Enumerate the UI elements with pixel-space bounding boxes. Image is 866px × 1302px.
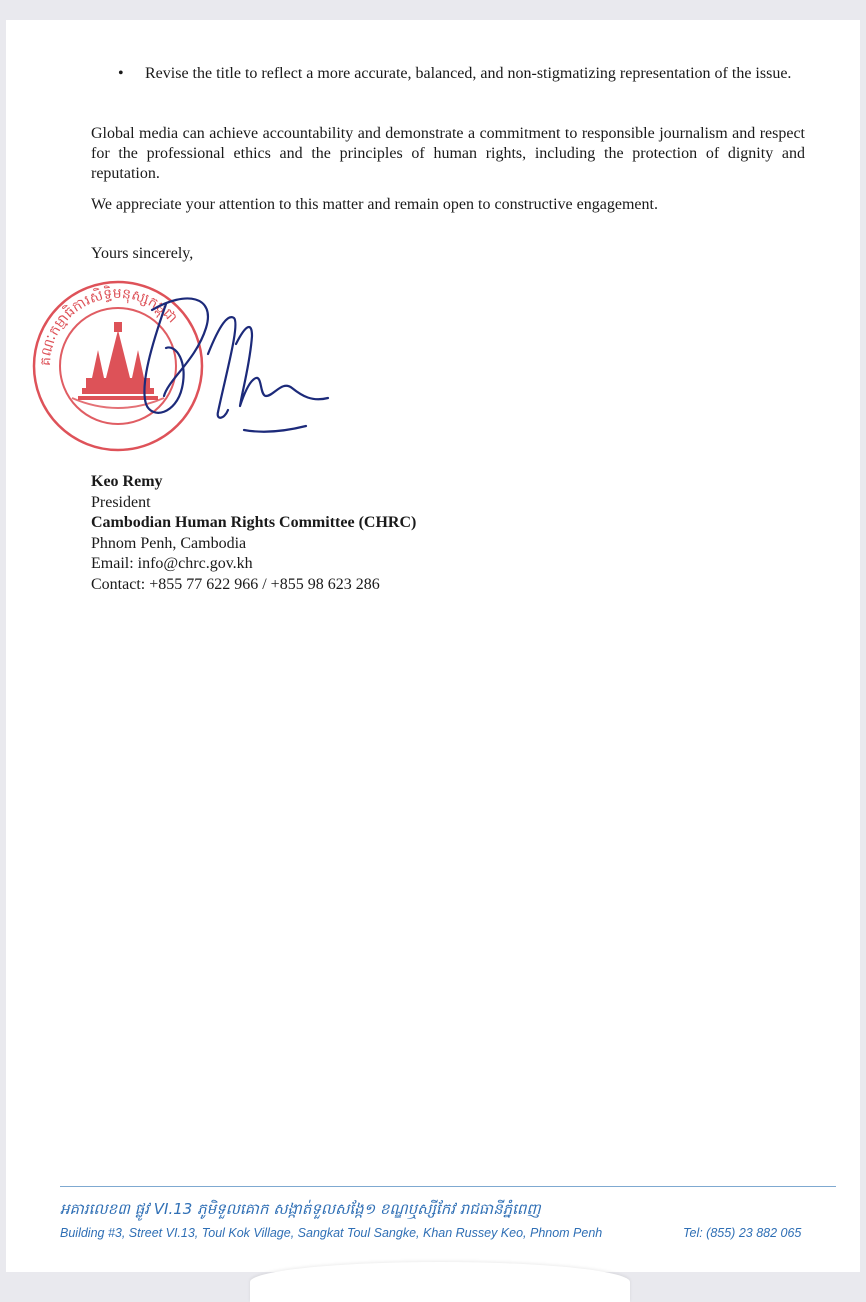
- signatory-email[interactable]: Email: info@chrc.gov.kh: [91, 555, 253, 573]
- bullet-text: Revise the title to reflect a more accurate, balanced, and non-stigmatizing representation of the issue.: [145, 65, 792, 82]
- closing-salutation: Yours sincerely,: [91, 245, 194, 262]
- footer-khmer-address: អគារលេខ៣ ផ្លូវ VI.13 ភូមិទួលគោក សង្កាត់ទួលសង្កែ១ ខណ្ឌឬស្សីកែវ រាជធានីភ្នំពេញ: [60, 1200, 541, 1218]
- signatory-name: Keo Remy: [91, 473, 163, 490]
- handwritten-signature: [116, 284, 336, 434]
- signature-block: [91, 472, 416, 596]
- footer-divider: [60, 1186, 836, 1187]
- signatory-organization: Cambodian Human Rights Committee (CHRC): [91, 514, 417, 532]
- signatory-contact: Contact: +855 77 622 966 / +855 98 623 286: [91, 575, 380, 593]
- seal-ring-text: គណៈកម្មាធិការសិទ្ធិមនុស្សកម្ពុជា: [37, 285, 181, 367]
- paragraph-appreciation: We appreciate your attention to this matter and remain open to constructive engagement.: [91, 196, 658, 213]
- paragraph-accountability: Global media can achieve accountability and demonstrate a commitment to responsible journalism and respect for the professional ethics and the principles of human rights, including the protection of dignity and reputation.: [91, 125, 805, 182]
- signatory-location: Phnom Penh, Cambodia: [91, 534, 247, 552]
- footer-english-address: Building #3, Street VI.13, Toul Kok Village, Sangkat Toul Sangke, Khan Russey Keo, Phnom Penh: [60, 1226, 603, 1240]
- signatory-title: President: [91, 493, 151, 511]
- bullet-dot: •: [118, 65, 124, 82]
- letter-page: [6, 20, 860, 1272]
- footer-telephone: Tel: (855) 23 882 065: [683, 1226, 802, 1240]
- bottom-sheet-edge: [250, 1262, 630, 1302]
